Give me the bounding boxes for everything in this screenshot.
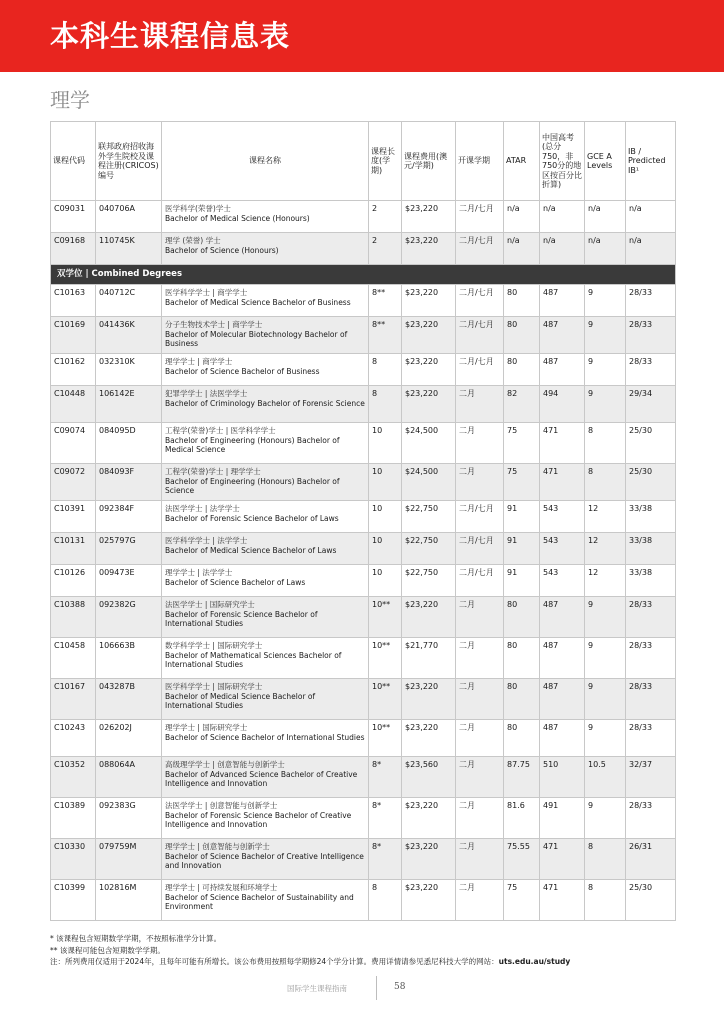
- cell-atar: 80: [504, 679, 540, 720]
- course-name-chinese: 理学学士 | 创意智能与创新学士: [165, 842, 270, 851]
- col-header-name: 课程名称: [162, 122, 369, 201]
- cell-atar: 80: [504, 720, 540, 757]
- cell-intake: 二月: [456, 386, 504, 423]
- col-header-gaokao: 中国高考(总分750，非750分的地区按百分比折算): [540, 122, 585, 201]
- cell-gaokao: 494: [540, 386, 585, 423]
- cell-gce: 8: [585, 880, 626, 921]
- cell-cricos: 092383G: [96, 798, 162, 839]
- cell-course-name: [162, 317, 369, 354]
- cell-fee: $23,560: [402, 757, 456, 798]
- cell-ib: 33/38: [626, 501, 676, 533]
- col-header-atar: ATAR: [504, 122, 540, 201]
- cell-fee: $23,220: [402, 317, 456, 354]
- cell-atar: 81.6: [504, 798, 540, 839]
- cell-course-name: [162, 386, 369, 423]
- col-header-intake: 开课学期: [456, 122, 504, 201]
- course-name-chinese: 数学科学学士 | 国际研究学士: [165, 641, 263, 650]
- cell-course-name: [162, 798, 369, 839]
- cell-gce: 8: [585, 839, 626, 880]
- course-name-chinese: 理学学士 | 可持续发展和环境学士: [165, 883, 278, 892]
- course-name-chinese: 犯罪学学士 | 法医学学士: [165, 389, 248, 398]
- cell-length: 8*: [369, 798, 402, 839]
- cell-atar: 87.75: [504, 757, 540, 798]
- cell-intake: 二月/七月: [456, 285, 504, 317]
- table-row: [51, 464, 676, 501]
- cell-length: 8*: [369, 839, 402, 880]
- cell-ib: 28/33: [626, 679, 676, 720]
- col-header-ib: IB / Predicted IB¹: [626, 122, 676, 201]
- cell-gce: n/a: [585, 201, 626, 233]
- header-banner: [0, 0, 724, 72]
- cell-ib: 25/30: [626, 880, 676, 921]
- cell-ib: 26/31: [626, 839, 676, 880]
- cell-length: 10: [369, 464, 402, 501]
- course-name-english: Bachelor of Science Bachelor of Creative Intelligence and Innovation: [165, 852, 364, 870]
- cell-atar: 91: [504, 501, 540, 533]
- cell-ib: 28/33: [626, 597, 676, 638]
- footnotes: [50, 933, 690, 968]
- cell-fee: $23,220: [402, 839, 456, 880]
- cell-course-name: [162, 638, 369, 679]
- footnote-short-term: * 该课程包含短期数学学期，不按照标准学分计算。: [50, 934, 222, 943]
- cell-cricos: 084095D: [96, 423, 162, 464]
- cell-gce: 8: [585, 464, 626, 501]
- cell-length: 8**: [369, 285, 402, 317]
- cell-ib: 33/38: [626, 565, 676, 597]
- cell-cricos: 092384F: [96, 501, 162, 533]
- cell-gce: 12: [585, 565, 626, 597]
- cell-fee: $23,220: [402, 233, 456, 265]
- footer-guide-label: 国际学生课程指南: [287, 984, 347, 993]
- course-name-chinese: 法医学学士 | 创意智能与创新学士: [165, 801, 278, 810]
- cell-cricos: 009473E: [96, 565, 162, 597]
- cell-fee: $23,220: [402, 597, 456, 638]
- footnote-fees-text: 注：所列费用仅适用于2024年，且每年可能有所增长。该公布费用按照每学期修24个学分计算。费用详情请参见悉尼科技大学的网站：: [50, 957, 499, 966]
- cell-fee: $22,750: [402, 565, 456, 597]
- cell-course-code: C10167: [51, 679, 96, 720]
- cell-cricos: 110745K: [96, 233, 162, 265]
- cell-cricos: 088064A: [96, 757, 162, 798]
- cell-intake: 二月: [456, 757, 504, 798]
- cell-course-name: [162, 233, 369, 265]
- course-name-english: Bachelor of Forensic Science Bachelor of International Studies: [165, 610, 318, 628]
- cell-length: 10**: [369, 679, 402, 720]
- cell-course-name: [162, 757, 369, 798]
- cell-atar: n/a: [504, 233, 540, 265]
- cell-length: 8: [369, 386, 402, 423]
- course-name-english: Bachelor of Science Bachelor of Sustainability and Environment: [165, 893, 354, 911]
- cell-ib: 28/33: [626, 720, 676, 757]
- cell-course-code: C10458: [51, 638, 96, 679]
- cell-intake: 二月: [456, 679, 504, 720]
- cell-length: 10: [369, 565, 402, 597]
- cell-length: 8: [369, 880, 402, 921]
- cell-cricos: 041436K: [96, 317, 162, 354]
- cell-gaokao: 487: [540, 720, 585, 757]
- course-name-english: Bachelor of Medical Science Bachelor of Business: [165, 298, 351, 307]
- cell-course-code: C10399: [51, 880, 96, 921]
- cell-gaokao: 543: [540, 565, 585, 597]
- course-name-chinese: 工程学(荣誉)学士 | 医学科学学士: [165, 426, 276, 435]
- cell-gaokao: 487: [540, 679, 585, 720]
- course-name-english: Bachelor of Science Bachelor of Laws: [165, 578, 306, 587]
- cell-gaokao: 543: [540, 533, 585, 565]
- cell-course-code: C09168: [51, 233, 96, 265]
- cell-gce: 9: [585, 386, 626, 423]
- cell-course-code: C10352: [51, 757, 96, 798]
- course-name-english: Bachelor of Engineering (Honours) Bachelor of Science: [165, 477, 340, 495]
- cell-gaokao: 491: [540, 798, 585, 839]
- cell-fee: $23,220: [402, 354, 456, 386]
- cell-gce: 9: [585, 798, 626, 839]
- cell-cricos: 026202J: [96, 720, 162, 757]
- table-row: [51, 757, 676, 798]
- course-name-chinese: 工程学(荣誉)学士 | 理学学士: [165, 467, 261, 476]
- cell-atar: 80: [504, 638, 540, 679]
- course-name-chinese: 医学科学学士 | 法学学士: [165, 536, 248, 545]
- cell-course-code: C10448: [51, 386, 96, 423]
- cell-atar: n/a: [504, 201, 540, 233]
- cell-intake: 二月/七月: [456, 317, 504, 354]
- cell-ib: 25/30: [626, 464, 676, 501]
- cell-atar: 80: [504, 317, 540, 354]
- cell-gaokao: n/a: [540, 233, 585, 265]
- cell-cricos: 079759M: [96, 839, 162, 880]
- cell-atar: 91: [504, 565, 540, 597]
- cell-course-name: [162, 201, 369, 233]
- cell-length: 2: [369, 201, 402, 233]
- course-name-english: Bachelor of Forensic Science Bachelor of Creative Intelligence and Innovation: [165, 811, 352, 829]
- cell-course-name: [162, 565, 369, 597]
- cell-ib: n/a: [626, 201, 676, 233]
- cell-ib: 28/33: [626, 354, 676, 386]
- cell-gaokao: 543: [540, 501, 585, 533]
- col-header-code: 课程代码: [51, 122, 96, 201]
- cell-course-name: [162, 839, 369, 880]
- cell-gce: 9: [585, 638, 626, 679]
- course-name-chinese: 法医学学士 | 国际研究学士: [165, 600, 255, 609]
- table-row: [51, 533, 676, 565]
- course-name-chinese: 法医学学士 | 法学学士: [165, 504, 240, 513]
- course-name-english: Bachelor of Medical Science Bachelor of Laws: [165, 546, 337, 555]
- cell-fee: $23,220: [402, 386, 456, 423]
- table-row: [51, 839, 676, 880]
- cell-gce: n/a: [585, 233, 626, 265]
- cell-course-code: C09072: [51, 464, 96, 501]
- cell-course-code: C10391: [51, 501, 96, 533]
- cell-gaokao: n/a: [540, 201, 585, 233]
- cell-intake: 二月: [456, 464, 504, 501]
- cell-course-name: [162, 597, 369, 638]
- cell-intake: 二月: [456, 597, 504, 638]
- course-name-english: Bachelor of Science Bachelor of Business: [165, 367, 320, 376]
- combined-degrees-heading: 双学位 | Combined Degrees: [51, 265, 676, 285]
- cell-gaokao: 487: [540, 638, 585, 679]
- footnote-maybe-short-term: ** 该课程可能包含短期数学学期。: [50, 945, 165, 955]
- cell-length: 8*: [369, 757, 402, 798]
- cell-atar: 80: [504, 285, 540, 317]
- course-name-chinese: 理学 (荣誉) 学士: [165, 236, 221, 245]
- cell-gce: 9: [585, 597, 626, 638]
- cell-atar: 91: [504, 533, 540, 565]
- course-name-english: Bachelor of Mathematical Sciences Bachelor of International Studies: [165, 651, 342, 669]
- cell-intake: 二月: [456, 798, 504, 839]
- cell-gaokao: 487: [540, 597, 585, 638]
- cell-course-code: C10162: [51, 354, 96, 386]
- cell-fee: $23,220: [402, 798, 456, 839]
- cell-ib: 29/34: [626, 386, 676, 423]
- cell-atar: 75.55: [504, 839, 540, 880]
- combined-degree-rows: [51, 285, 676, 921]
- table-row: [51, 423, 676, 464]
- cell-length: 10**: [369, 638, 402, 679]
- cell-ib: 28/33: [626, 317, 676, 354]
- course-name-english: Bachelor of Molecular Biotechnology Bachelor of Business: [165, 330, 348, 348]
- cell-course-code: C10169: [51, 317, 96, 354]
- cell-gaokao: 471: [540, 839, 585, 880]
- cell-course-name: [162, 423, 369, 464]
- cell-gce: 9: [585, 354, 626, 386]
- cell-fee: $23,220: [402, 285, 456, 317]
- cell-gaokao: 471: [540, 464, 585, 501]
- cell-length: 10: [369, 423, 402, 464]
- cell-gce: 12: [585, 533, 626, 565]
- cell-gce: 10.5: [585, 757, 626, 798]
- cell-intake: 二月: [456, 839, 504, 880]
- course-name-chinese: 高级理学学士 | 创意智能与创新学士: [165, 760, 285, 769]
- cell-course-name: [162, 354, 369, 386]
- cell-ib: 28/33: [626, 798, 676, 839]
- cell-cricos: 092382G: [96, 597, 162, 638]
- cell-length: 10**: [369, 597, 402, 638]
- cell-fee: $22,750: [402, 501, 456, 533]
- cell-gce: 9: [585, 285, 626, 317]
- cell-course-code: C10389: [51, 798, 96, 839]
- table-row: [51, 201, 676, 233]
- cell-intake: 二月/七月: [456, 354, 504, 386]
- cell-course-name: [162, 720, 369, 757]
- cell-atar: 75: [504, 464, 540, 501]
- cell-gce: 8: [585, 423, 626, 464]
- col-header-length: 课程长度(学期): [369, 122, 402, 201]
- cell-cricos: 106142E: [96, 386, 162, 423]
- cell-intake: 二月: [456, 638, 504, 679]
- course-name-chinese: 医学科学学士 | 国际研究学士: [165, 682, 263, 691]
- course-name-chinese: 分子生物技术学士 | 商学学士: [165, 320, 263, 329]
- cell-course-code: C10131: [51, 533, 96, 565]
- combined-degrees-heading-row: [51, 265, 676, 285]
- table-row: [51, 638, 676, 679]
- cell-fee: $23,220: [402, 201, 456, 233]
- cell-length: 10: [369, 501, 402, 533]
- cell-atar: 75: [504, 880, 540, 921]
- page-title: 本科生课程信息表: [50, 19, 291, 53]
- cell-gaokao: 471: [540, 880, 585, 921]
- study-website-link[interactable]: uts.edu.au/study: [498, 957, 571, 966]
- table-row: [51, 880, 676, 921]
- table-row: [51, 317, 676, 354]
- col-header-fee: 课程费用(澳元/学期): [402, 122, 456, 201]
- cell-cricos: 040706A: [96, 201, 162, 233]
- footer-divider: [376, 976, 377, 1000]
- table-row: [51, 354, 676, 386]
- cell-gce: 9: [585, 679, 626, 720]
- cell-cricos: 032310K: [96, 354, 162, 386]
- course-table: [50, 121, 676, 921]
- cell-gaokao: 487: [540, 285, 585, 317]
- course-name-english: Bachelor of Forensic Science Bachelor of Laws: [165, 514, 339, 523]
- course-name-chinese: 理学学士 | 商学学士: [165, 357, 233, 366]
- cell-intake: 二月/七月: [456, 533, 504, 565]
- table-row: [51, 501, 676, 533]
- cell-course-code: C10330: [51, 839, 96, 880]
- cell-cricos: 106663B: [96, 638, 162, 679]
- cell-gce: 9: [585, 720, 626, 757]
- cell-course-code: C10388: [51, 597, 96, 638]
- cell-length: 2: [369, 233, 402, 265]
- course-name-english: Bachelor of Science (Honours): [165, 246, 279, 255]
- cell-fee: $23,220: [402, 679, 456, 720]
- course-name-chinese: 医学科学学士 | 商学学士: [165, 288, 248, 297]
- cell-atar: 80: [504, 354, 540, 386]
- cell-cricos: 102816M: [96, 880, 162, 921]
- cell-cricos: 084093F: [96, 464, 162, 501]
- cell-gaokao: 510: [540, 757, 585, 798]
- cell-course-name: [162, 501, 369, 533]
- cell-ib: n/a: [626, 233, 676, 265]
- section-title: 理学: [50, 88, 90, 112]
- course-name-chinese: 理学学士 | 法学学士: [165, 568, 233, 577]
- cell-course-code: C09031: [51, 201, 96, 233]
- page-number: 58: [394, 982, 406, 992]
- cell-fee: $23,220: [402, 720, 456, 757]
- cell-course-code: C10163: [51, 285, 96, 317]
- cell-fee: $24,500: [402, 423, 456, 464]
- cell-gce: 12: [585, 501, 626, 533]
- course-name-english: Bachelor of Medical Science (Honours): [165, 214, 310, 223]
- course-name-chinese: 医学科学(荣誉)学士: [165, 204, 231, 213]
- table-row: [51, 285, 676, 317]
- cell-cricos: 043287B: [96, 679, 162, 720]
- course-name-chinese: 理学学士 | 国际研究学士: [165, 723, 248, 732]
- table-row: [51, 233, 676, 265]
- cell-gce: 9: [585, 317, 626, 354]
- course-name-english: Bachelor of Science Bachelor of International Studies: [165, 733, 365, 742]
- course-name-english: Bachelor of Advanced Science Bachelor of Creative Intelligence and Innovation: [165, 770, 358, 788]
- cell-fee: $24,500: [402, 464, 456, 501]
- cell-course-name: [162, 464, 369, 501]
- table-row: [51, 386, 676, 423]
- cell-ib: 33/38: [626, 533, 676, 565]
- cell-fee: $22,750: [402, 533, 456, 565]
- table-row: [51, 679, 676, 720]
- cell-length: 8**: [369, 317, 402, 354]
- table-header-row: [51, 122, 676, 201]
- cell-atar: 75: [504, 423, 540, 464]
- cell-intake: 二月: [456, 423, 504, 464]
- table-row: [51, 565, 676, 597]
- cell-intake: 二月/七月: [456, 501, 504, 533]
- table-row: [51, 597, 676, 638]
- cell-length: 8: [369, 354, 402, 386]
- cell-gaokao: 471: [540, 423, 585, 464]
- cell-fee: $21,770: [402, 638, 456, 679]
- col-header-gce: GCE A Levels: [585, 122, 626, 201]
- cell-course-name: [162, 880, 369, 921]
- cell-ib: 25/30: [626, 423, 676, 464]
- cell-ib: 28/33: [626, 638, 676, 679]
- cell-length: 10: [369, 533, 402, 565]
- cell-length: 10**: [369, 720, 402, 757]
- cell-intake: 二月/七月: [456, 233, 504, 265]
- course-name-english: Bachelor of Engineering (Honours) Bachelor of Medical Science: [165, 436, 340, 454]
- course-name-english: Bachelor of Medical Science Bachelor of International Studies: [165, 692, 316, 710]
- cell-ib: 28/33: [626, 285, 676, 317]
- page-footer: [0, 976, 724, 1002]
- cell-course-code: C10243: [51, 720, 96, 757]
- cell-course-name: [162, 285, 369, 317]
- table-row: [51, 798, 676, 839]
- cell-cricos: 025797G: [96, 533, 162, 565]
- cell-intake: 二月/七月: [456, 201, 504, 233]
- cell-gaokao: 487: [540, 317, 585, 354]
- cell-course-code: C10126: [51, 565, 96, 597]
- cell-atar: 82: [504, 386, 540, 423]
- single-degree-rows: [51, 201, 676, 265]
- cell-fee: $23,220: [402, 880, 456, 921]
- cell-intake: 二月: [456, 720, 504, 757]
- cell-gaokao: 487: [540, 354, 585, 386]
- cell-course-name: [162, 679, 369, 720]
- cell-course-name: [162, 533, 369, 565]
- cell-ib: 32/37: [626, 757, 676, 798]
- table-row: [51, 720, 676, 757]
- col-header-cricos: 联邦政府招收海外学生院校及课程注册(CRICOS)编号: [96, 122, 162, 201]
- course-name-english: Bachelor of Criminology Bachelor of Forensic Science: [165, 399, 365, 408]
- cell-course-code: C09074: [51, 423, 96, 464]
- cell-cricos: 040712C: [96, 285, 162, 317]
- cell-intake: 二月: [456, 880, 504, 921]
- cell-intake: 二月/七月: [456, 565, 504, 597]
- cell-atar: 80: [504, 597, 540, 638]
- footnote-fees: [50, 956, 690, 968]
